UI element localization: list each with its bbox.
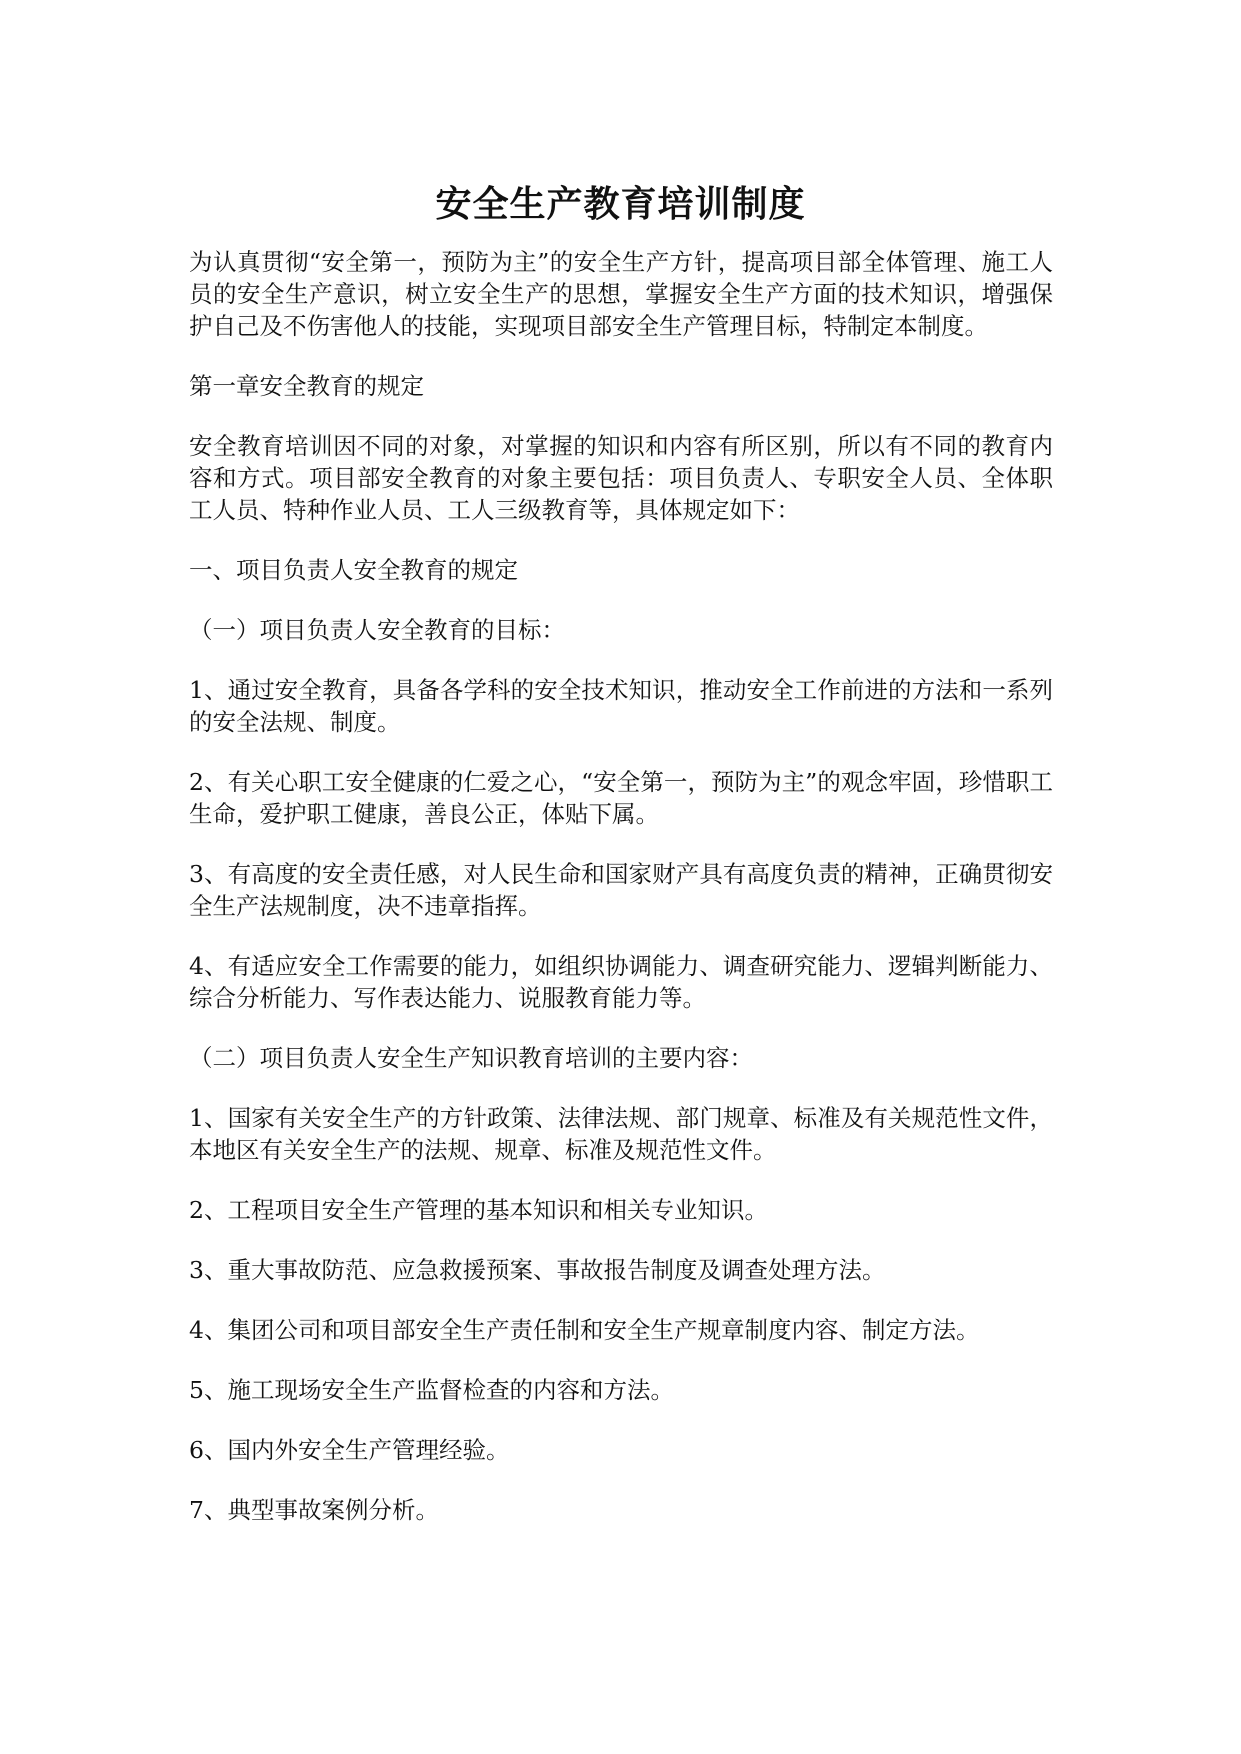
- list-item: 4、集团公司和项目部安全生产责任制和安全生产规章制度内容、制定方法。: [189, 1316, 980, 1344]
- document-title: 安全生产教育培训制度: [435, 183, 806, 226]
- chapter-heading: 第一章安全教育的规定: [189, 372, 424, 400]
- list-item: 1、通过安全教育，具备各学科的安全技术知识，推动安全工作前进的方法和一系列的安全法规、制度。: [189, 676, 1053, 736]
- list-item: 3、有高度的安全责任感，对人民生命和国家财产具有高度负责的精神，正确贯彻安全生产法规制度，决不违章指挥。: [189, 860, 1053, 920]
- list-item: 3、重大事故防范、应急救援预案、事故报告制度及调查处理方法。: [189, 1256, 886, 1284]
- subsection-heading: （一）项目负责人安全教育的目标：: [189, 616, 565, 644]
- list-item: 4、有适应安全工作需要的能力，如组织协调能力、调查研究能力、逻辑判断能力、综合分析能力、写作表达能力、说服教育能力等。: [189, 952, 1053, 1012]
- document-body: [189, 246, 1053, 1526]
- paragraph: 安全教育培训因不同的对象，对掌握的知识和内容有所区别，所以有不同的教育内容和方式。项目部安全教育的对象主要包括：项目负责人、专职安全人员、全体职工人员、特种作业人员、工人三级教育等，具体规定如下：: [189, 432, 1053, 524]
- list-item: 2、工程项目安全生产管理的基本知识和相关专业知识。: [189, 1196, 768, 1224]
- section-heading: 一、项目负责人安全教育的规定: [189, 556, 518, 584]
- subsection-heading: （二）项目负责人安全生产知识教育培训的主要内容：: [189, 1044, 753, 1072]
- list-item: 1、国家有关安全生产的方针政策、法律法规、部门规章、标准及有关规范性文件，本地区有关安全生产的法规、规章、标准及规范性文件。: [189, 1104, 1053, 1164]
- list-item: 6、国内外安全生产管理经验。: [189, 1436, 510, 1464]
- list-item: 5、施工现场安全生产监督检查的内容和方法。: [189, 1376, 674, 1404]
- list-item: 7、典型事故案例分析。: [189, 1496, 439, 1524]
- intro-paragraph: 为认真贯彻“安全第一，预防为主”的安全生产方针，提高项目部全体管理、施工人员的安全生产意识，树立安全生产的思想，掌握安全生产方面的技术知识，增强保护自己及不伤害他人的技能，实现项目部安全生产管理目标，特制定本制度。: [189, 248, 1053, 340]
- list-item: 2、有关心职工安全健康的仁爱之心，“安全第一，预防为主”的观念牢固，珍惜职工生命，爱护职工健康，善良公正，体贴下属。: [189, 768, 1053, 828]
